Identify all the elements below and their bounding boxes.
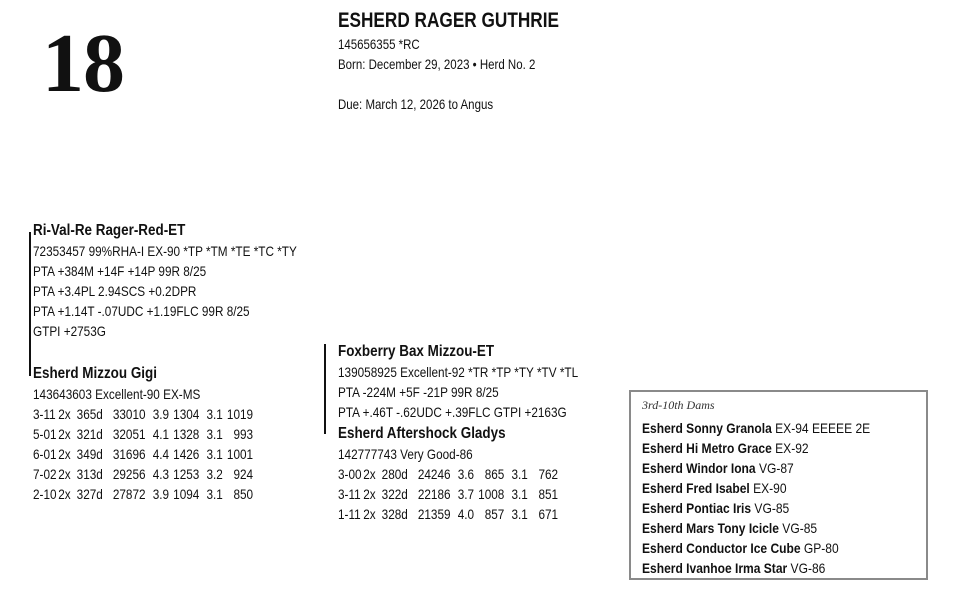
sire-name: Ri-Val-Re Rager-Red-ET: [33, 222, 186, 239]
record-cell: 2x: [58, 446, 71, 462]
record-cell: 1019: [226, 406, 254, 422]
record-row: [33, 444, 253, 464]
record-cell: 280d: [381, 466, 408, 482]
record-cell: 322d: [381, 486, 408, 502]
dam-list-name: Esherd Windor Iona: [642, 460, 756, 476]
record-cell: 321d: [76, 426, 103, 442]
dam-list-score: EX-90: [753, 480, 787, 496]
record-cell: 2x: [58, 426, 71, 442]
record-cell: 3.2: [206, 466, 223, 482]
dam-name: Esherd Mizzou Gigi: [33, 365, 157, 382]
dam-list-name: Esherd Mars Tony Icicle: [642, 520, 779, 536]
sire-line: 72353457 99%RHA-I EX-90 *TP *TM *TE *TC *TY: [33, 243, 297, 259]
dam-list-item: [642, 478, 870, 498]
dam-list-score: VG-86: [790, 560, 826, 576]
record-cell: 313d: [76, 466, 103, 482]
record-cell: 1426: [173, 446, 200, 462]
dam-list-name: Esherd Fred Isabel: [642, 480, 750, 496]
dam-list-score: EX-92: [775, 440, 809, 456]
record-cell: 1253: [173, 466, 200, 482]
dams-box: [629, 390, 928, 580]
dam-list-name: Esherd Conductor Ice Cube: [642, 540, 801, 556]
sire-block: [33, 221, 347, 341]
dam-list-item: [642, 558, 870, 578]
dams-list: [642, 418, 907, 578]
record-cell: 365d: [76, 406, 103, 422]
record-row: [33, 484, 253, 504]
mgd-name: Esherd Aftershock Gladys: [338, 425, 506, 442]
record-cell: 31696: [112, 446, 146, 462]
maternal-grandsire-block: [338, 342, 624, 422]
record-cell: 24246: [417, 466, 451, 482]
record-cell: 2x: [363, 486, 376, 502]
animal-due: Due: March 12, 2026 to Angus: [338, 96, 494, 112]
dam-list-name: Esherd Sonny Granola: [642, 420, 772, 436]
record-cell: 327d: [76, 486, 103, 502]
record-cell: 4.3: [152, 466, 170, 482]
dam-list-name: Esherd Hi Metro Grace: [642, 440, 772, 456]
maternal-granddam-block: [338, 424, 600, 524]
dam-list-item: [642, 418, 870, 438]
record-row: [338, 504, 558, 524]
sire-line: GTPI +2753G: [33, 323, 106, 339]
record-cell: 3.1: [511, 506, 528, 522]
record-cell: 2x: [363, 466, 376, 482]
lot-number: 18: [42, 17, 124, 110]
dams-heading: 3rd-10th Dams: [642, 398, 715, 412]
dam-list-score: VG-85: [754, 500, 790, 516]
record-cell: 349d: [76, 446, 103, 462]
record-cell: 857: [484, 506, 505, 522]
record-cell: 21359: [417, 506, 451, 522]
record-cell: 27872: [112, 486, 146, 502]
dam-list-item: [642, 438, 870, 458]
record-cell: 4.4: [152, 446, 170, 462]
record-cell: 3-11: [338, 486, 361, 502]
record-cell: 6-01: [33, 446, 57, 462]
record-cell: 1001: [226, 446, 254, 462]
record-cell: 7-02: [33, 466, 57, 482]
record-cell: 3.7: [457, 486, 475, 502]
record-cell: 328d: [381, 506, 408, 522]
record-cell: 1008: [478, 486, 505, 502]
record-cell: 671: [538, 506, 559, 522]
record-cell: 2x: [363, 506, 376, 522]
sire-line: PTA +1.14T -.07UDC +1.19FLC 99R 8/25: [33, 303, 250, 319]
mgs-line: PTA +.46T -.62UDC +.39FLC GTPI +2163G: [338, 404, 567, 420]
record-cell: 2x: [58, 406, 71, 422]
animal-header: [338, 8, 608, 114]
dam-list-score: GP-80: [803, 540, 839, 556]
dam-list-score: VG-85: [782, 520, 818, 536]
record-cell: 2x: [58, 486, 71, 502]
record-cell: 3-11: [33, 406, 56, 422]
record-cell: 924: [233, 466, 254, 482]
animal-born: Born: December 29, 2023 • Herd No. 2: [338, 56, 536, 72]
mgs-bracket: [324, 344, 326, 434]
record-cell: 3.1: [511, 466, 528, 482]
record-row: [33, 424, 253, 444]
dam-list-item: [642, 498, 870, 518]
mgd-registration: 142777743 Very Good-86: [338, 446, 473, 462]
record-cell: 33010: [112, 406, 146, 422]
record-cell: 1094: [173, 486, 200, 502]
record-cell: 3.1: [511, 486, 528, 502]
record-cell: 3.1: [206, 426, 223, 442]
dam-list-score: EX-94 EEEEE 2E: [775, 420, 871, 436]
record-row: [338, 464, 558, 484]
mgd-records: [338, 464, 600, 524]
dam-list-item: [642, 518, 870, 538]
dam-list-name: Esherd Pontiac Iris: [642, 500, 752, 516]
record-cell: 4.0: [457, 506, 475, 522]
record-row: [33, 464, 253, 484]
record-cell: 2x: [58, 466, 71, 482]
mgs-line: 139058925 Excellent-92 *TR *TP *TY *TV *TL: [338, 364, 579, 380]
record-cell: 1328: [173, 426, 200, 442]
record-cell: 2-10: [33, 486, 57, 502]
record-cell: 29256: [112, 466, 146, 482]
sire-line: PTA +3.4PL 2.94SCS +0.2DPR: [33, 283, 197, 299]
mgs-name: Foxberry Bax Mizzou-ET: [338, 343, 495, 360]
record-row: [338, 484, 558, 504]
dam-list-name: Esherd Ivanhoe Irma Star: [642, 560, 788, 576]
record-cell: 3.6: [457, 466, 475, 482]
record-cell: 3.9: [152, 486, 170, 502]
sire-line: PTA +384M +14F +14P 99R 8/25: [33, 263, 207, 279]
record-cell: 3.1: [206, 406, 223, 422]
dam-list-item: [642, 458, 870, 478]
record-cell: 3.9: [152, 406, 170, 422]
mgs-line: PTA -224M +5F -21P 99R 8/25: [338, 384, 499, 400]
dam-list-score: VG-87: [758, 460, 794, 476]
dam-records: [33, 404, 295, 504]
record-cell: 762: [538, 466, 559, 482]
dam-registration: 143643603 Excellent-90 EX-MS: [33, 386, 201, 402]
animal-name: ESHERD RAGER GUTHRIE: [338, 9, 560, 32]
dam-list-item: [642, 538, 870, 558]
record-cell: 1-11: [338, 506, 361, 522]
record-cell: 3-00: [338, 466, 362, 482]
record-cell: 3.1: [206, 446, 223, 462]
record-cell: 1304: [173, 406, 200, 422]
record-row: [33, 404, 253, 424]
dam-block: [33, 364, 295, 504]
animal-registration: 145656355 *RC: [338, 36, 420, 52]
record-cell: 5-01: [33, 426, 57, 442]
record-cell: 3.1: [206, 486, 223, 502]
record-cell: 4.1: [152, 426, 170, 442]
record-cell: 851: [538, 486, 559, 502]
record-cell: 850: [233, 486, 254, 502]
record-cell: 22186: [417, 486, 451, 502]
record-cell: 865: [484, 466, 505, 482]
sire-bracket: [29, 232, 31, 376]
record-cell: 32051: [112, 426, 146, 442]
record-cell: 993: [233, 426, 254, 442]
